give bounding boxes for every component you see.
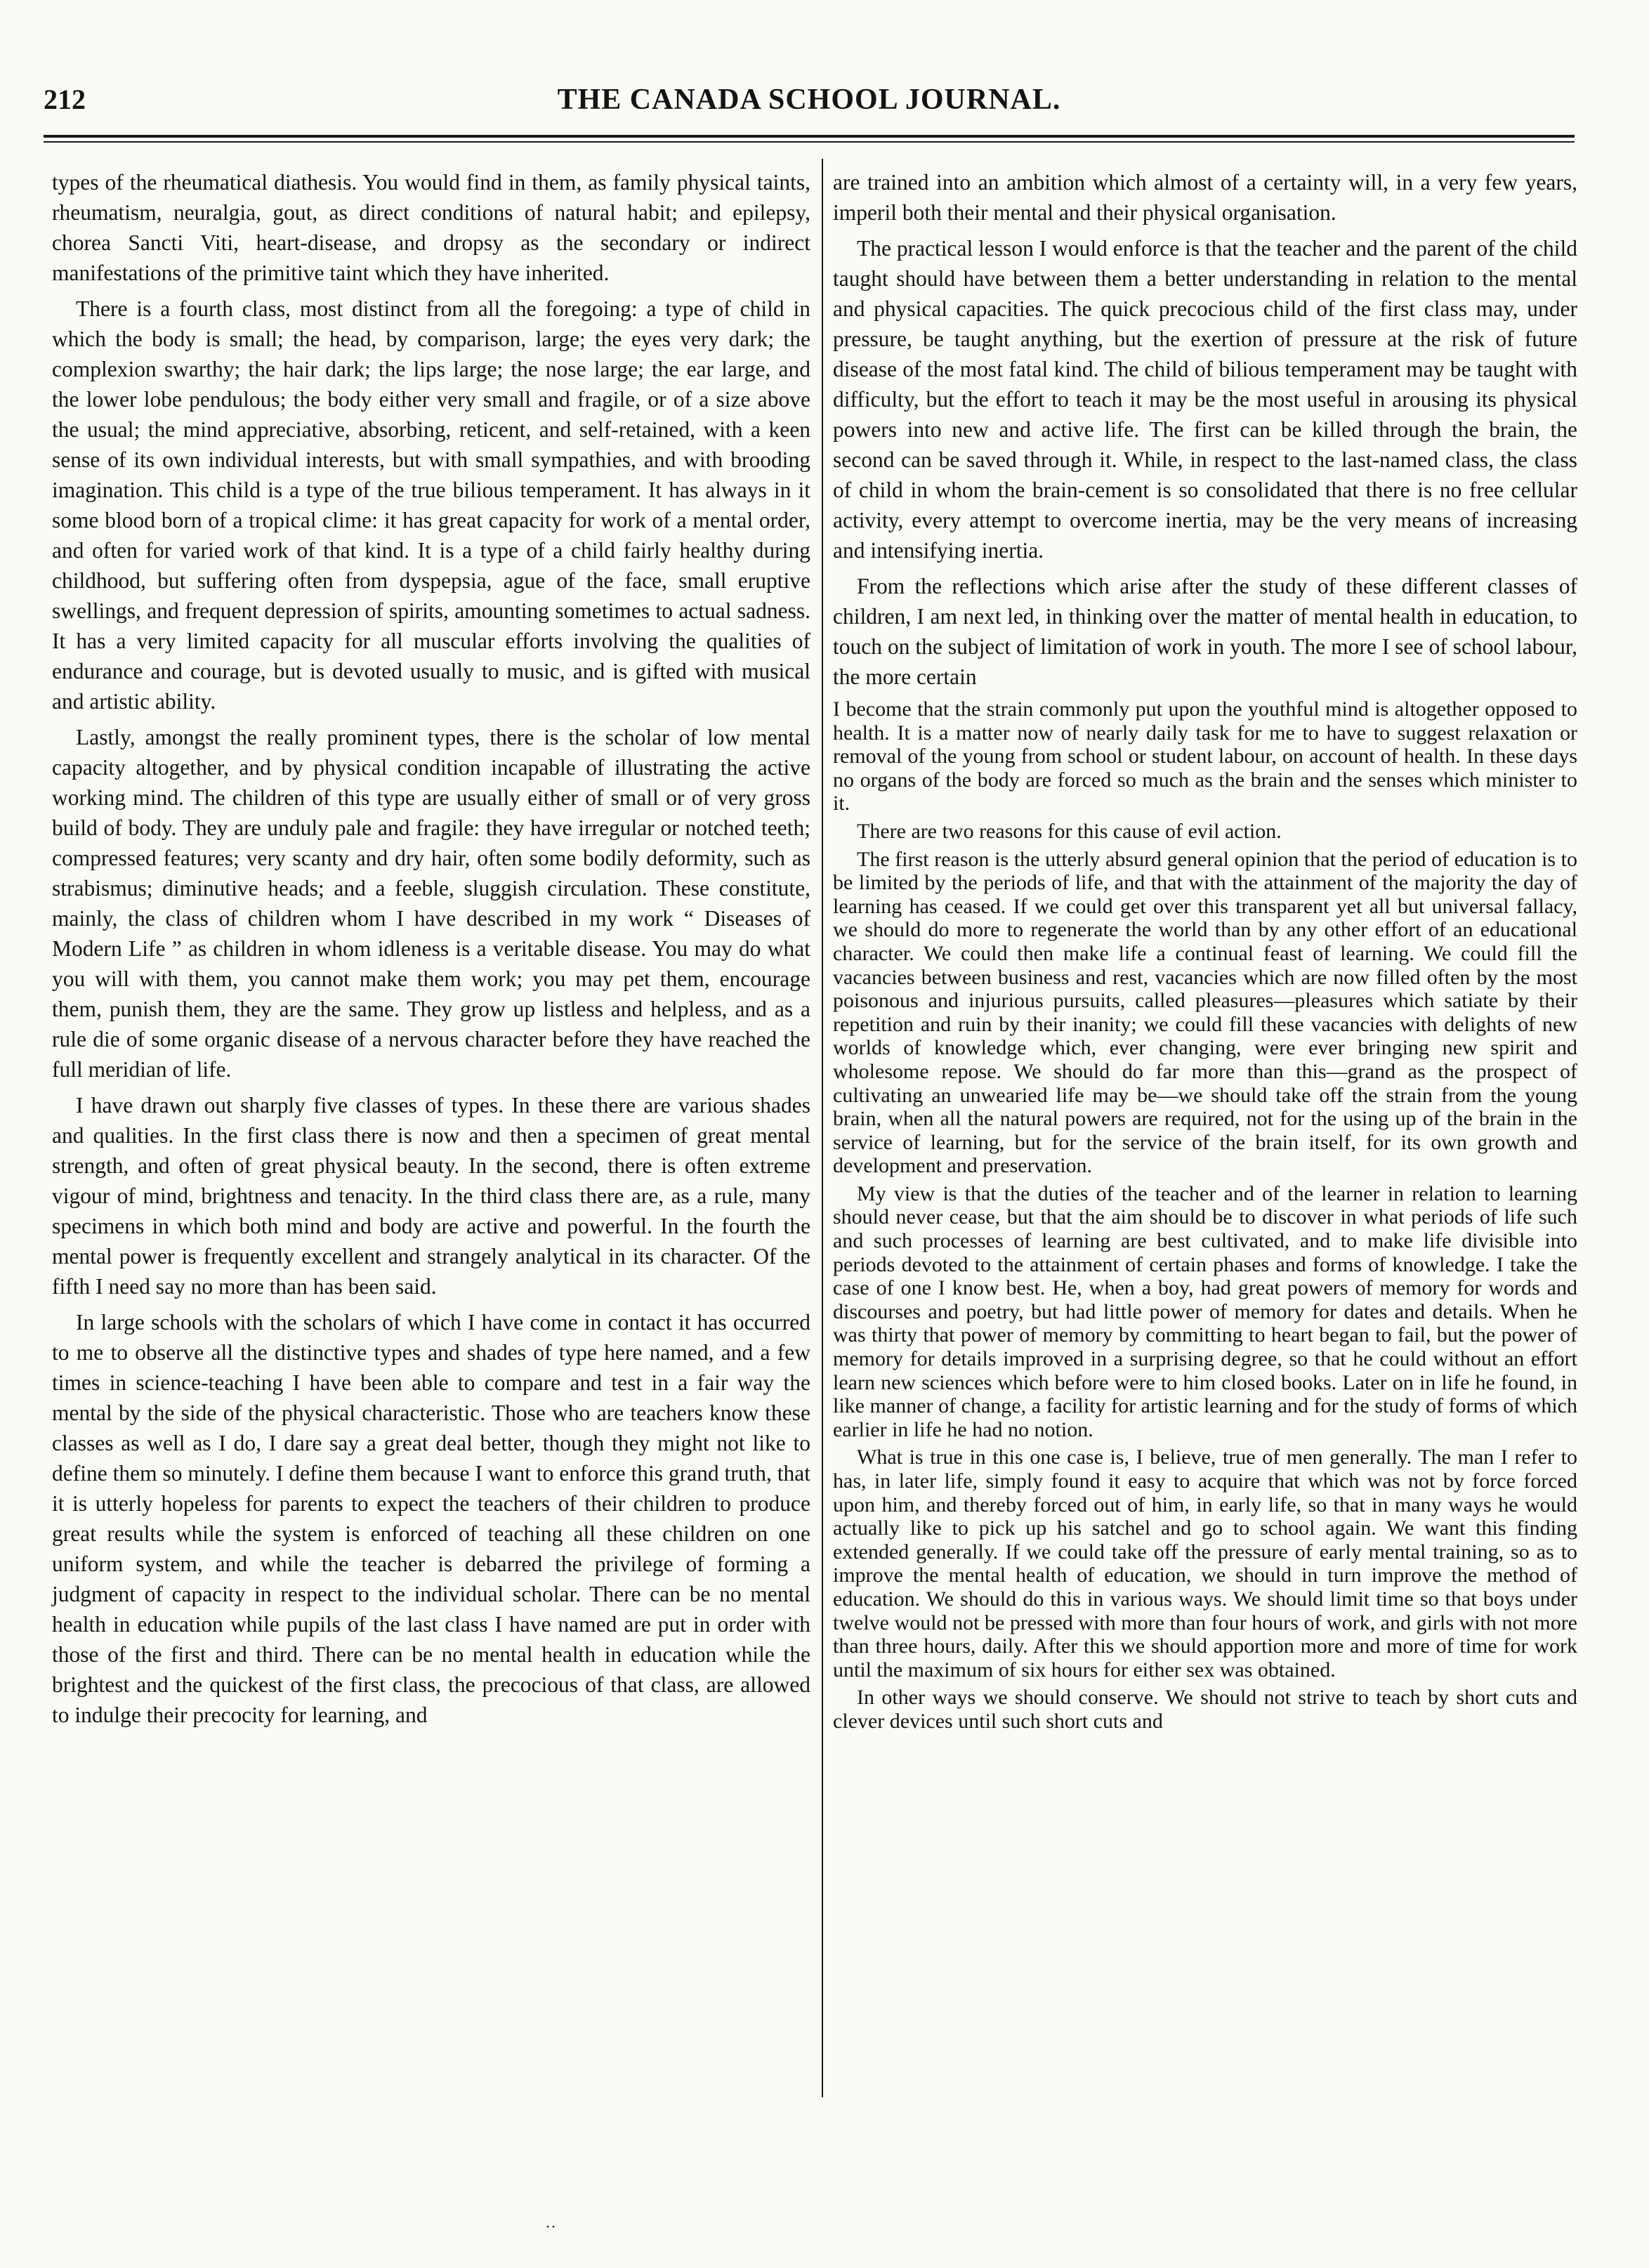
paragraph: What is true in this one case is, I believe, true of men generally. The man I refer to has, in later life, simply found it easy to acquire that which was not by force forced upon him, and thereby forced out of him, in early life, so that in many ways he would actually like to pick up his satchel and go to school again. We want this finding extended generally. If we could take off the pressure of early mental training, so as to improve the mental health of education, we should in turn improve the method of education. We should do this in various ways. We should limit time so that boys under twelve would not be pressed with more than four hours of work, and girls with not more than three hours, daily. After this we should apportion more and more of time for work until the maximum of six hours for either sex was obtained. (833, 1446, 1577, 1682)
paragraph: My view is that the duties of the teacher and of the learner in relation to learning should never cease, but that the aim should be to discover in what periods of life such and such processes of learning are best cultivated, and to make life divisible into periods devoted to the attainment of certain phases and forms of knowledge. I take the case of one I know best. He, when a boy, had great powers of memory for words and discourses and poetry, but had little power of memory for dates and details. When he was thirty that power of memory by committing to heart began to fail, but the power of memory for details improved in a surprising degree, so that he could without an effort learn new sciences which before were to him closed books. Later on in life he found, in like manner of change, a facility for artistic learning and for the study of forms of which earlier in life he had no notion. (833, 1181, 1577, 1441)
paragraph: Lastly, amongst the really prominent types, there is the scholar of low mental capacity altogether, and by physical condition incapable of illustrating the active working mind. The children of this type are usually either of small or of very gross build of body. They are unduly pale and fragile: they have irregular or notched teeth; compressed features; very scanty and dry hair, often some bodily deformity, such as strabismus; diminutive heads; and a feeble, sluggish circulation. These constitute, mainly, the class of children whom I have described in my work “ Diseases of Modern Life ” as children in whom idleness is a veritable disease. You may do what you will with them, you cannot make them work; you may pet them, encourage them, punish them, they are the same. They grow up listless and helpless, and as a rule die of some organic disease of a nervous character before they have reached the full meridian of life. (52, 725, 810, 1082)
paragraph: In large schools with the scholars of which I have come in contact it has occurred to me to observe all the distinctive types and shades of type here named, and a few times in science-teaching I have been able to compare and test in a fair way the mental by the side of the physical characteristic. Those who are teachers know these classes as well as I do, I dare say a great deal better, though they might not like to define them so minutely. I define them because I want to enforce this grand truth, that it is utterly hopeless for parents to expect the teachers of their children to produce great results while the system is enforced of teaching all these children on one uniform system, and while the teacher is debarred the privilege of forming a judgment of capacity in respect to the individual scholar. There can be no mental health in education while pupils of the last class I have named are put in order with those of the first and third. There can be no mental health in education while the brightest and the quickest of the first class, the precocious of that class, are allowed to indulge their precocity for learning, and (52, 1310, 810, 1727)
page-number: 212 (44, 84, 86, 115)
paragraph: are trained into an ambition which almost of a certainty will, in a very few years, imperil both their mental and their physical organisation. (833, 170, 1577, 225)
left-column (52, 167, 810, 1736)
header-rule-thick (44, 135, 1575, 138)
page-header (44, 83, 1575, 132)
paragraph: types of the rheumatical diathesis. You would find in them, as family physical taints, rheumatism, neuralgia, gout, as direct conditions of natural habit; and epilepsy, chorea Sancti Viti, heart-disease, and dropsy as the secondary or indirect manifestations of the primitive taint which they have inherited. (52, 170, 810, 285)
paragraph: The first reason is the utterly absurd general opinion that the period of education is to be limited by the periods of life, and that with the attainment of the majority the day of learning has ceased. If we could get over this transparent yet all but universal fallacy, we should do more to regenerate the world than by any other effort of an educational character. We could then make life a continual feast of learning. We could fill the vacancies between business and rest, vacancies which are now filled often by the most poisonous and injurious pursuits, called pleasures—pleasures which satiate by their repetition and ruin by their inanity; we could fill these vacancies with delights of new worlds of knowledge which, ever changing, were ever bringing new spirit and wholesome repose. We should do far more than this—grand as the prospect of cultivating an unwearied life may be—we should take off the strain from the young brain, when all the natural powers are required, not for the using up of the brain in the service of learning, but for the service of the brain itself, for its own growth and development and preservation. (833, 847, 1577, 1178)
footer-mark: ·· (545, 2218, 556, 2236)
paragraph: I have drawn out sharply five classes of types. In these there are various shades and qualities. In the first class there is now and then a specimen of great mental strength, and often of great physical beauty. In the second, there is often extreme vigour of mind, brightness and tenacity. In the third class there are, as a rule, many specimens in which both mind and body are active and powerful. In the fourth the mental power is frequently excellent and strangely analytical in its character. Of the fifth I need say no more than has been said. (52, 1093, 810, 1299)
right-column-small-type (833, 697, 1577, 1733)
journal-title: THE CANADA SCHOOL JOURNAL. (557, 84, 1061, 116)
paragraph: There is a fourth class, most distinct from all the foregoing: a type of child in which the body is small; the head, by comparison, large; the eyes very dark; the complexion swarthy; the hair dark; the lips large; the nose large; the ear large, and the lower lobe pendulous; the body either very small and fragile, or of a size above the usual; the mind appreciative, absorbing, reticent, and self-retained, with a keen sense of its own individual interests, but with small sympathies, and with brooding imagination. This child is a type of the true bilious temperament. It has always in it some blood born of a tropical clime: it has great capacity for work of a mental order, and often for varied work of that kind. It is a type of a child fairly healthy during childhood, but suffering often from dyspepsia, ague of the face, small eruptive swellings, and frequent depression of spirits, amounting sometimes to actual sadness. It has a very limited capacity for all muscular efforts involving the qualities of endurance and courage, but is devoted usually to music, and is gifted with musical and artistic ability. (52, 296, 810, 714)
paragraph: There are two reasons for this cause of evil action. (857, 819, 1282, 843)
column-divider (822, 159, 823, 2097)
paragraph: From the reflections which arise after the study of these different classes of children, I am next led, in thinking over the matter of mental health in education, to touch on the subject of limitation of work in youth. The more I see of school labour, the more certain (833, 574, 1577, 689)
header-rule-thin (44, 141, 1575, 143)
paragraph: The practical lesson I would enforce is that the teacher and the parent of the child taught should have between them a better understanding in relation to the mental and physical capacities. The quick precocious child of the first class may, under pressure, be taught anything, but the exertion of pressure at the risk of future disease of the most fatal kind. The child of bilious temperament may be taught with difficulty, but the effort to teach it may be the most useful in arousing its physical powers into new and active life. The first can be killed through the brain, the second can be saved through it. While, in respect to the last-named class, the class of child in whom the brain-cement is so consolidated that there is no free cellular activity, every attempt to overcome inertia, may be the very means of increasing and intensifying inertia. (833, 236, 1577, 563)
paragraph: I become that the strain commonly put upon the youthful mind is altogether opposed to health. It is a matter now of nearly daily task for me to have to suggest relaxation or removal of the young from school or student labour, on account of health. In these days no organs of the body are forced so much as the brain and the senses which minister to it. (833, 697, 1577, 815)
paragraph: In other ways we should conserve. We should not strive to teach by short cuts and clever devices until such short cuts and (833, 1686, 1577, 1733)
right-column (833, 167, 1577, 1738)
